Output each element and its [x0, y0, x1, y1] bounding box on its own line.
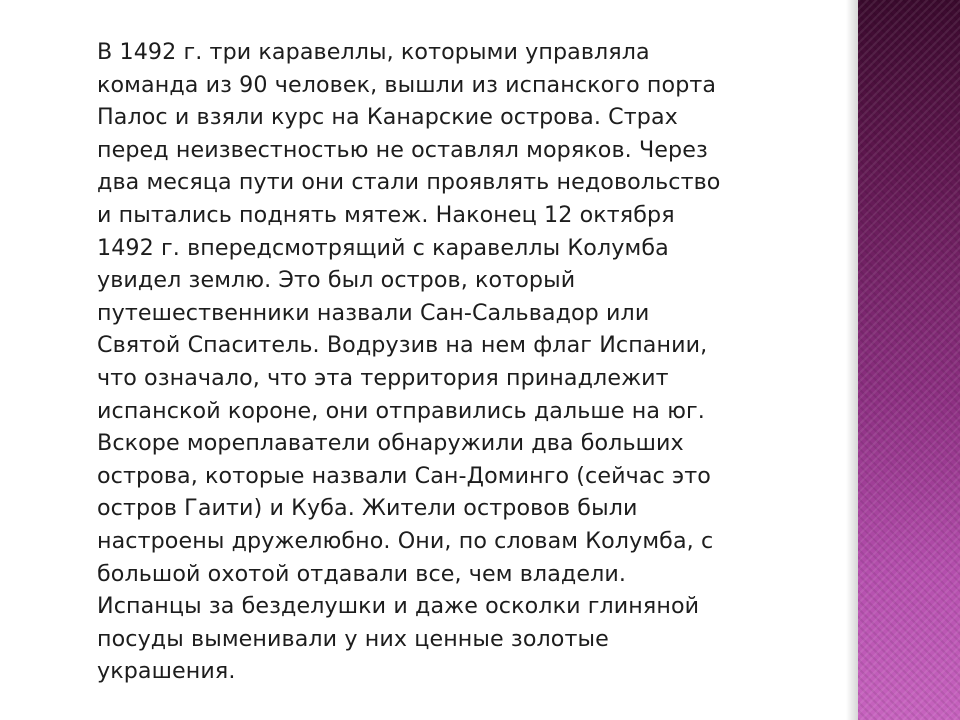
- text-line-18: Испанцы за безделушки и даже осколки глиняной: [97, 593, 700, 620]
- text-line-5: два месяца пути они стали проявлять недовольство: [97, 169, 721, 196]
- text-line-8: увидел землю. Это был остров, который: [97, 267, 576, 294]
- text-line-4: перед неизвестностью не оставлял моряков. Через: [97, 136, 708, 163]
- text-line-7: 1492 г. впередсмотрящий с каравеллы Колумба: [97, 234, 669, 261]
- purple-side-band: [858, 0, 960, 720]
- text-line-10: Святой Спаситель. Водрузив на нем флаг Испании,: [97, 332, 708, 359]
- text-line-9: путешественники назвали Сан-Сальвадор или: [97, 299, 650, 326]
- text-line-14: острова, которые назвали Сан-Доминго (сейчас это: [97, 462, 711, 489]
- text-line-3: Палос и взяли курс на Канарские острова. Страх: [97, 104, 678, 131]
- text-line-17: большой охотой отдавали все, чем владели.: [97, 560, 627, 587]
- text-line-2: команда из 90 человек, вышли из испанского порта: [97, 71, 717, 98]
- text-line-11: что означало, что эта территория принадлежит: [97, 364, 669, 391]
- text-line-1: В 1492 г. три каравеллы, которыми управляла: [97, 39, 650, 65]
- text-line-15: остров Гаити) и Куба. Жители островов были: [97, 495, 638, 522]
- text-line-13: Вскоре мореплаватели обнаружили два больших: [97, 430, 684, 457]
- text-line-12: испанской короне, они отправились дальше на юг.: [97, 397, 705, 424]
- text-line-19: посуды выменивали у них ценные золотые: [97, 625, 609, 652]
- side-band-shadow: [846, 0, 858, 720]
- text-line-16: настроены дружелюбно. Они, по словам Колумба, с: [97, 527, 714, 554]
- slide-text-body: [97, 36, 762, 688]
- text-line-20: украшения.: [97, 658, 236, 685]
- text-line-6: и пытались поднять мятеж. Наконец 12 октября: [97, 201, 675, 228]
